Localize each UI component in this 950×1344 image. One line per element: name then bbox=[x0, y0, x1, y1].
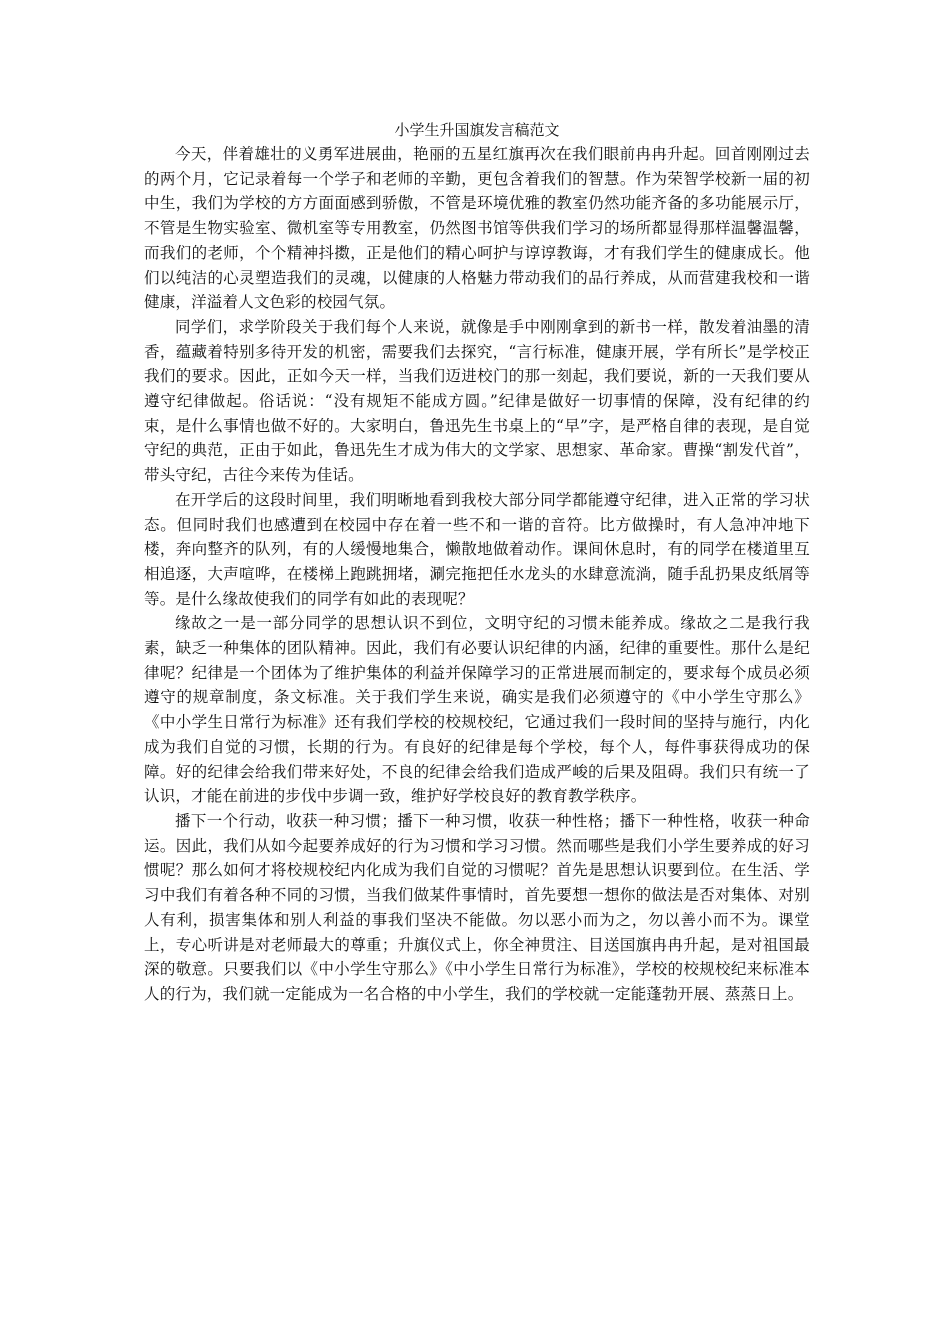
paragraph-2: 同学们，求学阶段关于我们每个人来说，就像是手中刚刚拿到的新书一样，散发着油墨的清香，蕴藏着特别多待开发的机密，需要我们去探究，“言行标准，健康开展，学有所长”是学校正我们的要求。因此，正如今天一样，当我们迈进校门的那一刻起，我们要说，新的一天我们要从遵守纪律做起。俗话说：“没有规矩不能成方圆。”纪律是做好一切事情的保障，没有纪律的约束，是什么事情也做不好的。大家明白，鲁迅先生书桌上的“早”字，是严格自律的表现，是自觉守纪的典范，正由于如此，鲁迅先生才成为伟大的文学家、思想家、革命家。曹操“割发代首”，带头守纪，古往今来传为佳话。 bbox=[144, 317, 810, 485]
document-page bbox=[144, 118, 810, 1007]
paragraph-3: 在开学后的这段时间里，我们明晰地看到我校大部分同学都能遵守纪律，进入正常的学习状态。但同时我们也感遭到在校园中存在着一些不和一谐的音符。比方做操时，有人急冲冲地下楼，奔向整齐的队列，有的人缓慢地集合，懒散地做着动作。课间休息时，有的同学在楼道里互相追逐，大声喧哗，在楼梯上跑跳拥堵，涮完拖把任水龙头的水肆意流淌，随手乱扔果皮纸屑等等。是什么缘故使我们的同学有如此的表现呢？ bbox=[144, 490, 810, 608]
paragraph-4: 缘故之一是一部分同学的思想认识不到位，文明守纪的习惯未能养成。缘故之二是我行我素，缺乏一种集体的团队精神。因此，我们有必要认识纪律的内涵，纪律的重要性。那什么是纪律呢？纪律是一个团体为了维护集体的利益并保障学习的正常进展而制定的，要求每个成员必须遵守的规章制度，条文标准。关于我们学生来说，确实是我们必须遵守的《中小学生守那么》《中小学生日常行为标准》还有我们学校的校规校纪，它通过我们一段时间的坚持与施行，内化成为我们自觉的习惯，长期的行为。有良好的纪律是每个学校，每个人，每件事获得成功的保障。好的纪律会给我们带来好处，不良的纪律会给我们造成严峻的后果及阻碍。我们只有统一了认识，才能在前进的步伐中步调一致，维护好学校良好的教育教学秩序。 bbox=[144, 614, 810, 806]
paragraph-5: 播下一个行动，收获一种习惯；播下一种习惯，收获一种性格；播下一种性格，收获一种命运。因此，我们从如今起要养成好的行为习惯和学习习惯。然而哪些是我们小学生要养成的好习惯呢？那么如何才将校规校纪内化成为我们自觉的习惯呢？首先是思想认识要到位。在生活、学习中我们有着各种不同的习惯，当我们做某件事情时，首先要想一想你的做法是否对集体、对别人有利，损害集体和别人利益的事我们坚决不能做。勿以恶小而为之，勿以善小而不为。课堂上，专心听讲是对老师最大的尊重；升旗仪式上，你全神贯注、目送国旗冉冉升起，是对祖国最深的敬意。只要我们以《中小学生守那么》《中小学生日常行为标准》，学校的校规校纪来标准本人的行为，我们就一定能成为一名合格的中小学生，我们的学校就一定能蓬勃开展、蒸蒸日上。 bbox=[144, 811, 810, 1003]
document-title: 小学生升国旗发言稿范文 bbox=[394, 121, 560, 139]
paragraph-1: 今天，伴着雄壮的义勇军进展曲，艳丽的五星红旗再次在我们眼前冉冉升起。回首刚刚过去的两个月，它记录着每一个学子和老师的辛勤，更包含着我们的智慧。作为荣智学校新一届的初中生，我们为学校的方方面面感到骄傲，不管是环境优雅的教室仍然功能齐备的多功能展示厅，不管是生物实验室、微机室等专用教室，仍然图书馆等供我们学习的场所都显得那样温馨温馨，而我们的老师，个个精神抖擞，正是他们的精心呵护与谆谆教诲，才有我们学生的健康成长。他们以纯洁的心灵塑造我们的灵魂，以健康的人格魅力带动我们的品行养成，从而营建我校和一谐健康，洋溢着人文色彩的校园气氛。 bbox=[144, 145, 810, 312]
